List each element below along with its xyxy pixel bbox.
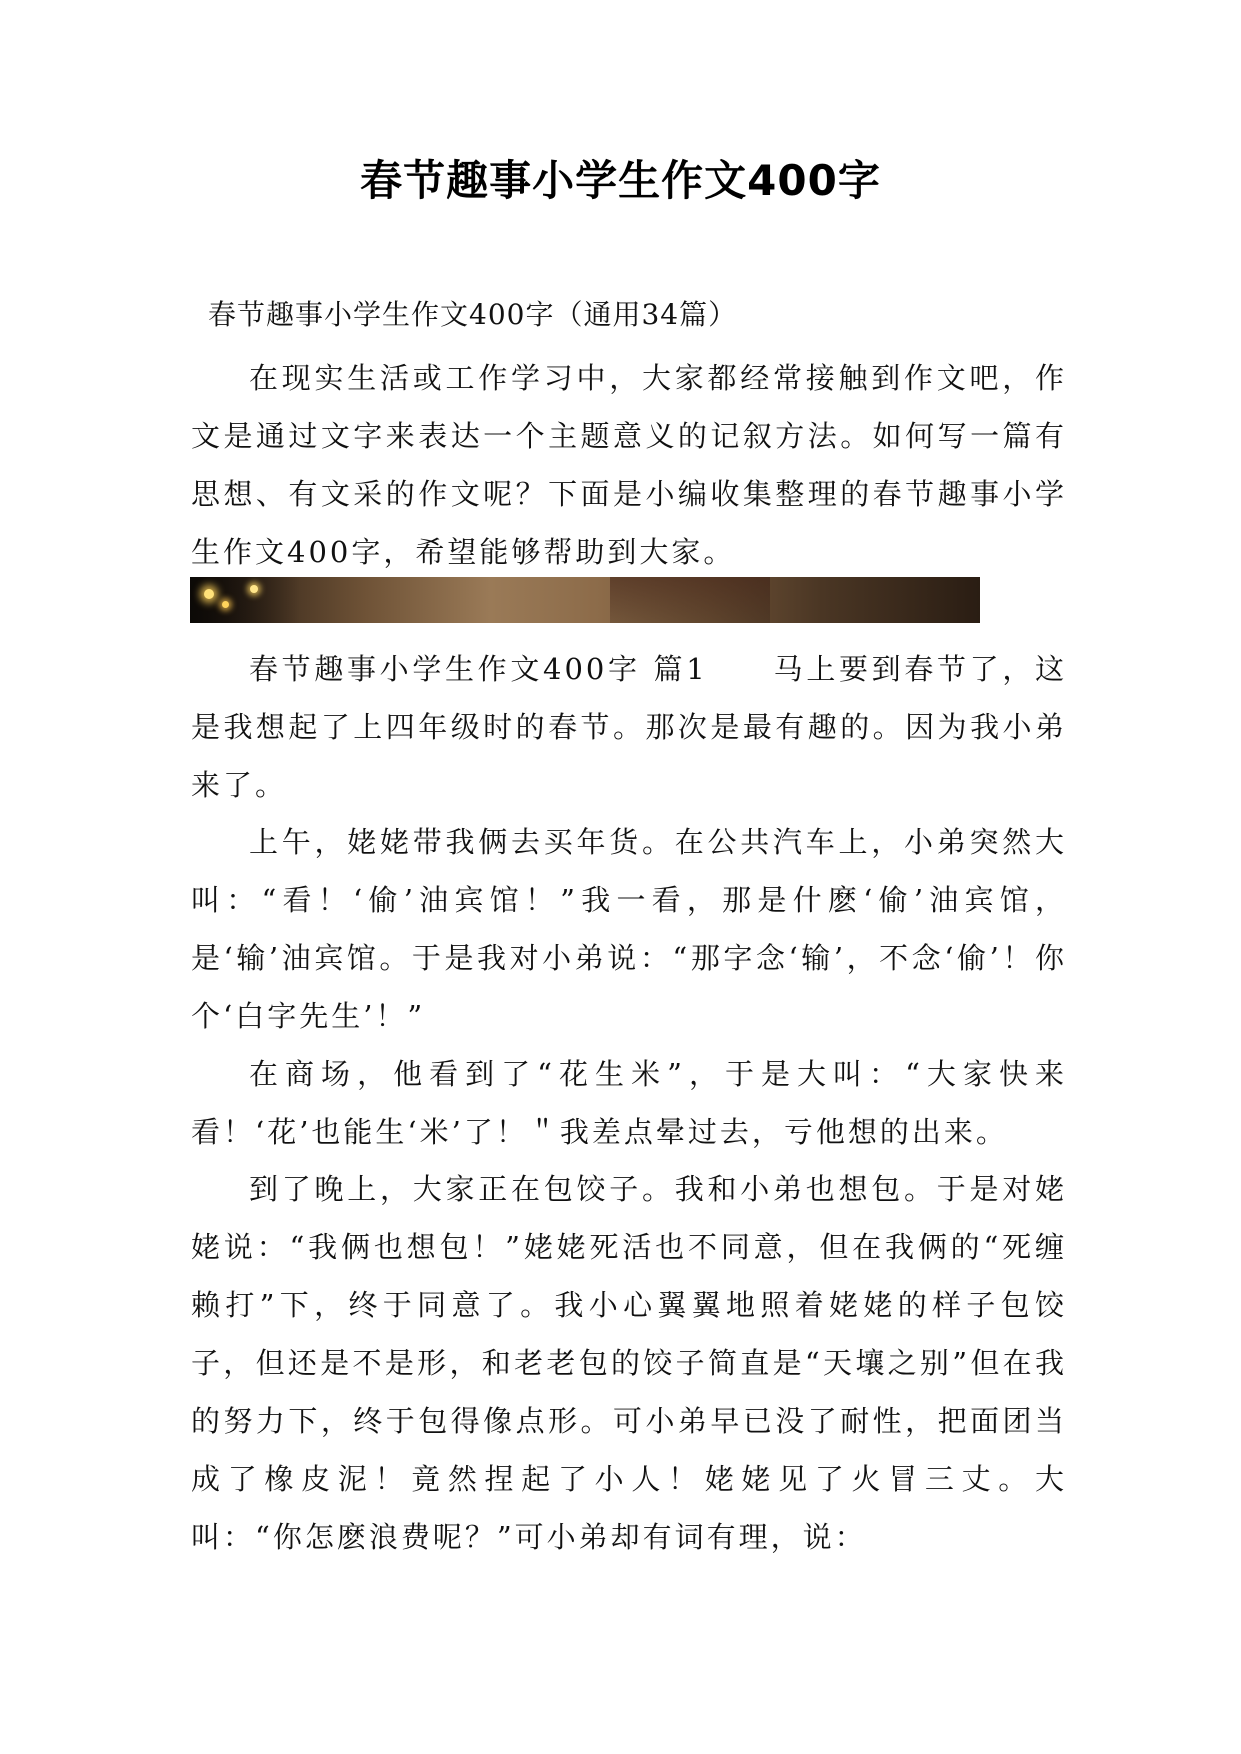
body-paragraph-2: 上午，姥姥带我俩去买年货。在公共汽车上，小弟突然大叫：“看！‘偷’油宾馆！”我一看，那是什麽‘偷’油宾馆，是‘输’油宾馆。于是我对小弟说：“那字念‘输’，不念‘偷’！你个‘白字先生’！” [191, 825, 1067, 1033]
intro-paragraph: 在现实生活或工作学习中，大家都经常接触到作文吧，作文是通过文字来表达一个主题意义的记叙方法。如何写一篇有思想、有文采的作文呢？下面是小编收集整理的春节趣事小学生作文400字，希望能够帮助到大家。 [191, 361, 1067, 569]
document-title: 春节趣事小学生作文400字 [360, 156, 881, 205]
body-paragraph-4: 到了晚上，大家正在包饺子。我和小弟也想包。于是对姥姥说：“我俩也想包！”姥姥死活也不同意，但在我俩的“死缠赖打”下，终于同意了。我小心翼翼地照着姥姥的样子包饺子，但还是不是形，和老老包的饺子简直是“天壤之别”但在我的努力下，终于包得像点形。可小弟早已没了耐性，把面团当成了橡皮泥！竟然捏起了小人！姥姥见了火冒三丈。大叫：“你怎麽浪费呢？”可小弟却有词有理，说： [191, 1172, 1067, 1554]
banner-image [190, 577, 980, 623]
body-paragraph-3: 在商场，他看到了“花生米”，于是大叫：“大家快来看！‘花’也能生‘米’了！＂我差点晕过去，亏他想的出来。 [191, 1057, 1067, 1149]
document-subtitle: 春节趣事小学生作文400字（通用34篇） [208, 298, 738, 331]
body-paragraph-1: 春节趣事小学生作文400字 篇1 马上要到春节了，这是我想起了上四年级时的春节。那次是最有趣的。因为我小弟来了。 [191, 652, 1067, 802]
